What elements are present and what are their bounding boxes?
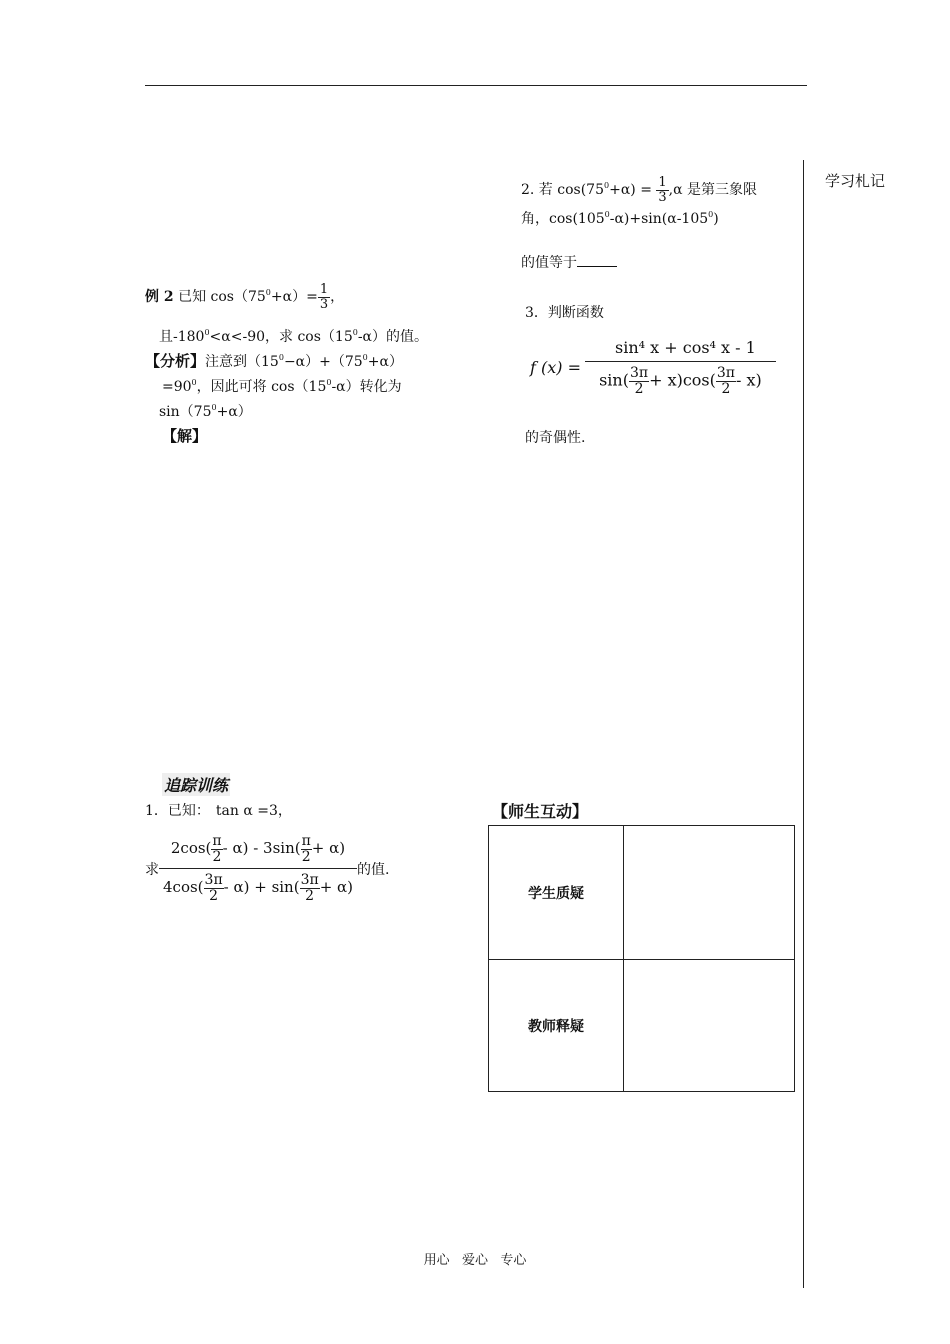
margin-rule xyxy=(803,160,804,1288)
interaction-table xyxy=(488,825,795,1092)
student-question-label: 学生质疑 xyxy=(489,826,624,960)
example-label: 例 2 xyxy=(145,289,174,306)
analysis-line1: 【分析】注意到$(15^0-\alpha)+(75^0+\alpha)$ xyxy=(145,352,403,370)
problem-2-line2: 角，$\cos(105^0-\alpha)+\sin(\alpha-105^0)$ xyxy=(521,210,719,227)
problem-3-formula: f (x) = sin⁴ x + cos⁴ x - 1 sin( $\frac{3\pi}{2}$ + x)cos( $\frac{3\pi}{2}$ - x) xyxy=(530,336,776,398)
side-note: 学习札记 xyxy=(825,172,886,190)
teacher-answer-cell[interactable] xyxy=(624,960,795,1092)
fraction-one-third: $\frac{1}{3}$ xyxy=(319,282,329,312)
answer-blank[interactable] xyxy=(577,266,617,267)
problem-2-line1: 2. 若 $\cos(75^0+\alpha)$ = $\frac{1}{3}$ ,α 是第三象限 xyxy=(521,175,758,205)
page-footer: 用心 爱心 专心 xyxy=(423,1253,527,1268)
tracking-formula: 求 2cos( $\frac{\pi}{2}$ - α) - 3sin( $\frac{\pi}{2}$ + α) 4cos( $\frac{3\pi}{2}$ - α) + sin( $\frac{3\pi}{2}$ + α) 的值. xyxy=(145,833,390,905)
analysis-label: 【分析】 xyxy=(145,352,206,370)
tracking-problem-1: 1．已知： tan α =3， xyxy=(145,803,292,819)
problem-3-title: 3．判断函数 xyxy=(525,305,604,321)
example-2-line2: 且$-180^0<\alpha<-90$，求 $\cos(15^0-\alpha)$的值。 xyxy=(159,328,429,345)
function-fraction: sin⁴ x + cos⁴ x - 1 sin( $\frac{3\pi}{2}$ + x)cos( $\frac{3\pi}{2}$ - x) xyxy=(585,336,776,398)
fraction-one-third: $\frac{1}{3}$ xyxy=(658,175,667,205)
analysis-line3: $\sin(75^0+\alpha)$ xyxy=(159,403,252,420)
interaction-title: 【师生互动】 xyxy=(492,802,589,821)
top-rule xyxy=(145,85,807,86)
problem-3-tail: 的奇偶性. xyxy=(525,430,586,446)
tracking-fraction: 2cos( $\frac{\pi}{2}$ - α) - 3sin( $\frac{\pi}{2}$ + α) 4cos( $\frac{3\pi}{2}$ - α) + sin( $\frac{3\pi}{2}$ + α) xyxy=(159,832,357,906)
solution-label: 【解】 xyxy=(162,427,208,445)
teacher-answer-label: 教师释疑 xyxy=(489,960,624,1092)
example-2-line1: 例 2 已知 $\cos(75^0+\alpha)=$ $\frac{1}{3}$ ， xyxy=(145,282,345,312)
analysis-line2: $=90^0$，因此可将 $\cos(15^0-\alpha)$转化为 xyxy=(162,378,402,395)
tracking-title: 追踪训练 xyxy=(162,773,230,796)
problem-2-line3: 的值等于 xyxy=(521,252,617,272)
student-question-cell[interactable] xyxy=(624,826,795,960)
